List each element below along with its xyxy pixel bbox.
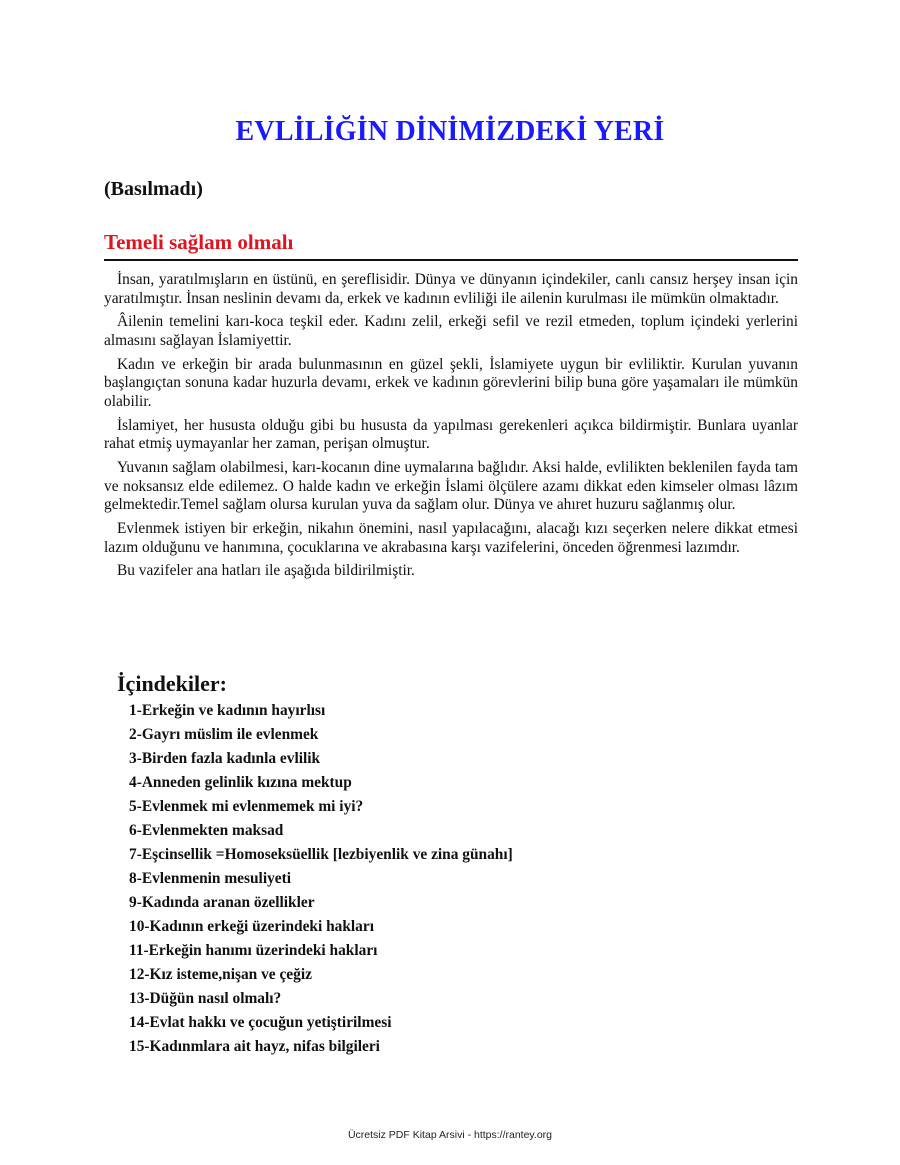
paragraph: Âilenin temelini karı-koca teşkil eder. Kadını zelil, erkeği sefil ve rezil etmeden, toplum içindeki yerlerini almasını sağlayan İslamiyettir.	[104, 313, 798, 349]
body-text	[104, 271, 798, 586]
toc-item: 10-Kadının erkeği üzerindeki hakları	[129, 918, 374, 935]
page-title: EVLİLİĞİN DİNİMİZDEKİ YERİ	[235, 116, 665, 147]
toc-item: 9-Kadında aranan özellikler	[129, 894, 315, 911]
paragraph: İnsan, yaratılmışların en üstünü, en şereflisidir. Dünya ve dünyanın içindekiler, canlı cansız herşey insan için yaratılmıştır. İnsan neslinin devamı da, erkek ve kadının evliliği ile ailenin kurulması ile mümkün olmaktadır.	[104, 271, 798, 307]
paragraph: Evlenmek istiyen bir erkeğin, nikahın önemini, nasıl yapılacağını, alacağı kızı seçerken nelere dikkat etmesi lazım olduğunu ve hanımına, çocuklarına ve akrabasına karşı vazifelerini, önceden öğrenmesi lazımdır.	[104, 520, 798, 556]
toc-item: 15-Kadınmlara ait hayz, nifas bilgileri	[129, 1038, 380, 1055]
paragraph: İslamiyet, her hususta olduğu gibi bu hususta da yapılması gerekenleri açıkca bildirmiştir. Bunlara uyanlar rahat etmiş uymayanlar her zaman, perişan olmuştur.	[104, 416, 798, 453]
toc-item: 3-Birden fazla kadınla evlilik	[129, 750, 321, 767]
toc-item: 2-Gayrı müslim ile evlenmek	[129, 726, 319, 743]
paragraph: Kadın ve erkeğin bir arada bulunmasının en güzel şekli, İslamiyete uygun bir evliliktir. Kurulan yuvanın başlangıçtan sonuna kadar huzurla devamı, erkek ve kadının görevlerini bilip buna göre yaşamaları ile mümkün olabilir.	[104, 355, 798, 410]
toc-item: 7-Eşcinsellik =Homoseksüellik [lezbiyenlik ve zina günahı]	[129, 846, 513, 863]
footer: Ücretsiz PDF Kitap Arsivi - https://rantey.org	[347, 1129, 553, 1141]
toc-item: 1-Erkeğin ve kadının hayırlısı	[129, 702, 326, 719]
toc-list	[129, 702, 513, 1062]
paragraph: Yuvanın sağlam olabilmesi, karı-kocanın dine uymalarına bağlıdır. Aksi halde, evlilikten beklenilen fayda tam ve noksansız elde edilemez. O halde kadın ve erkeğin İslami ölçülere azamı dikkat eden kimseler olması lâzım gelmektedir.Temel sağlam olursa kurulan yuva da sağlam olur. Dünya ve ahıret huzuru sağlanmış olur.	[104, 459, 798, 514]
section-heading: Temeli sağlam olmalı	[104, 230, 798, 261]
toc-item: 11-Erkeğin hanımı üzerindeki hakları	[129, 942, 378, 959]
toc-item: 12-Kız isteme,nişan ve çeğiz	[129, 966, 312, 983]
paragraph: Bu vazifeler ana hatları ile aşağıda bildirilmiştir.	[117, 562, 415, 580]
toc-item: 6-Evlenmekten maksad	[129, 822, 284, 839]
toc-item: 8-Evlenmenin mesuliyeti	[129, 870, 292, 887]
toc-item: 4-Anneden gelinlik kızına mektup	[129, 774, 352, 791]
toc-item: 13-Düğün nasıl olmalı?	[129, 990, 282, 1007]
toc-item: 14-Evlat hakkı ve çocuğun yetiştirilmesi	[129, 1014, 392, 1031]
toc-item: 5-Evlenmek mi evlenmemek mi iyi?	[129, 798, 364, 815]
toc-heading: İçindekiler:	[117, 671, 227, 696]
subtitle: (Basılmadı)	[104, 178, 203, 200]
